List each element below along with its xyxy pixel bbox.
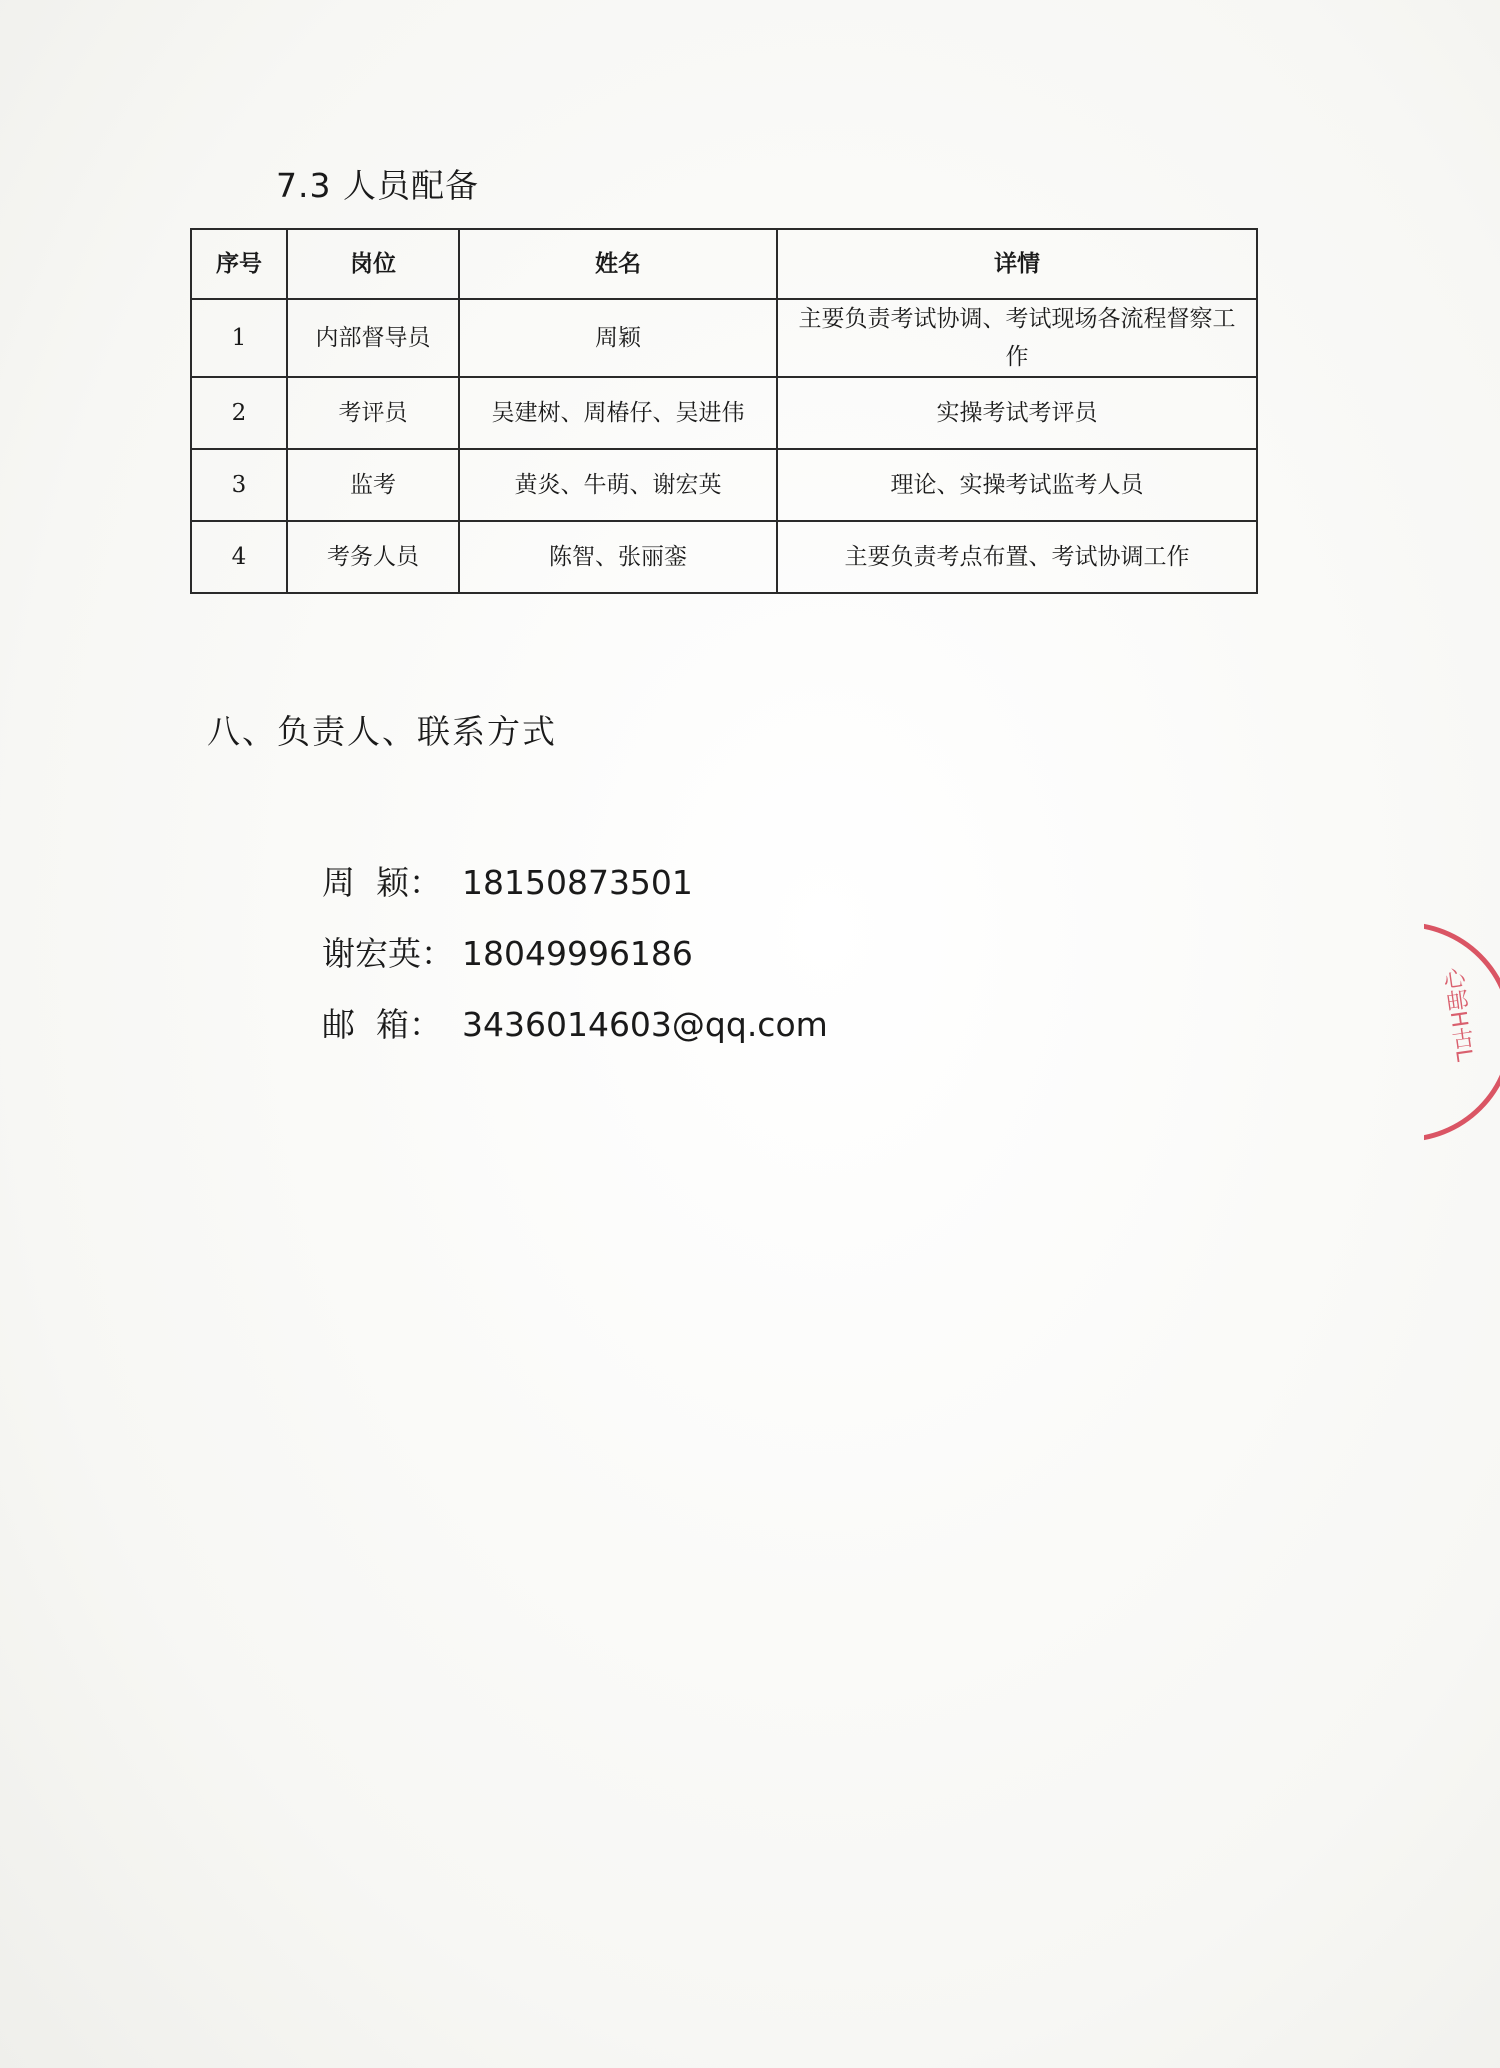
cell-details: 实操考试考评员 <box>777 377 1257 449</box>
cell-index: 2 <box>191 377 287 449</box>
header-index: 序号 <box>191 229 287 299</box>
table-row <box>191 521 1257 593</box>
contact-label: 谢宏英： <box>321 934 454 973</box>
table-header-row <box>191 229 1257 299</box>
contact-list <box>280 808 828 1044</box>
cell-post: 考评员 <box>287 377 459 449</box>
contact-label: 邮 箱： <box>321 1005 442 1044</box>
contact-email: 3436014603@qq.com <box>461 1005 828 1044</box>
cell-details: 主要负责考试协调、考试现场各流程督察工作 <box>777 299 1257 377</box>
cell-post: 内部督导员 <box>287 299 459 377</box>
cell-index: 1 <box>191 299 287 377</box>
section-heading-contacts: 八、负责人、联系方式 <box>207 712 557 751</box>
staff-table <box>190 228 1258 594</box>
header-names: 姓名 <box>459 229 777 299</box>
cell-names: 黄炎、牛萌、谢宏英 <box>459 449 777 521</box>
table-row <box>191 449 1257 521</box>
cell-names: 周颖 <box>459 299 777 377</box>
cell-post: 监考 <box>287 449 459 521</box>
contact-phone: 18049996186 <box>461 934 693 973</box>
contact-row-zhou <box>280 808 828 902</box>
cell-post: 考务人员 <box>287 521 459 593</box>
official-seal-stamp <box>1424 912 1500 1142</box>
cell-index: 3 <box>191 449 287 521</box>
section-heading-staffing: 7.3 人员配备 <box>276 166 479 205</box>
cell-details: 主要负责考点布置、考试协调工作 <box>777 521 1257 593</box>
table-row <box>191 299 1257 377</box>
cell-names: 陈智、张丽銮 <box>459 521 777 593</box>
contact-phone: 18150873501 <box>461 863 693 902</box>
contact-label: 周 颖： <box>321 863 442 902</box>
cell-index: 4 <box>191 521 287 593</box>
table-row <box>191 377 1257 449</box>
cell-names: 吴建树、周椿仔、吴进伟 <box>459 377 777 449</box>
header-details: 详情 <box>777 229 1257 299</box>
cell-details: 理论、实操考试监考人员 <box>777 449 1257 521</box>
seal-text: 心邮H古L <box>1438 965 1477 1064</box>
header-post: 岗位 <box>287 229 459 299</box>
